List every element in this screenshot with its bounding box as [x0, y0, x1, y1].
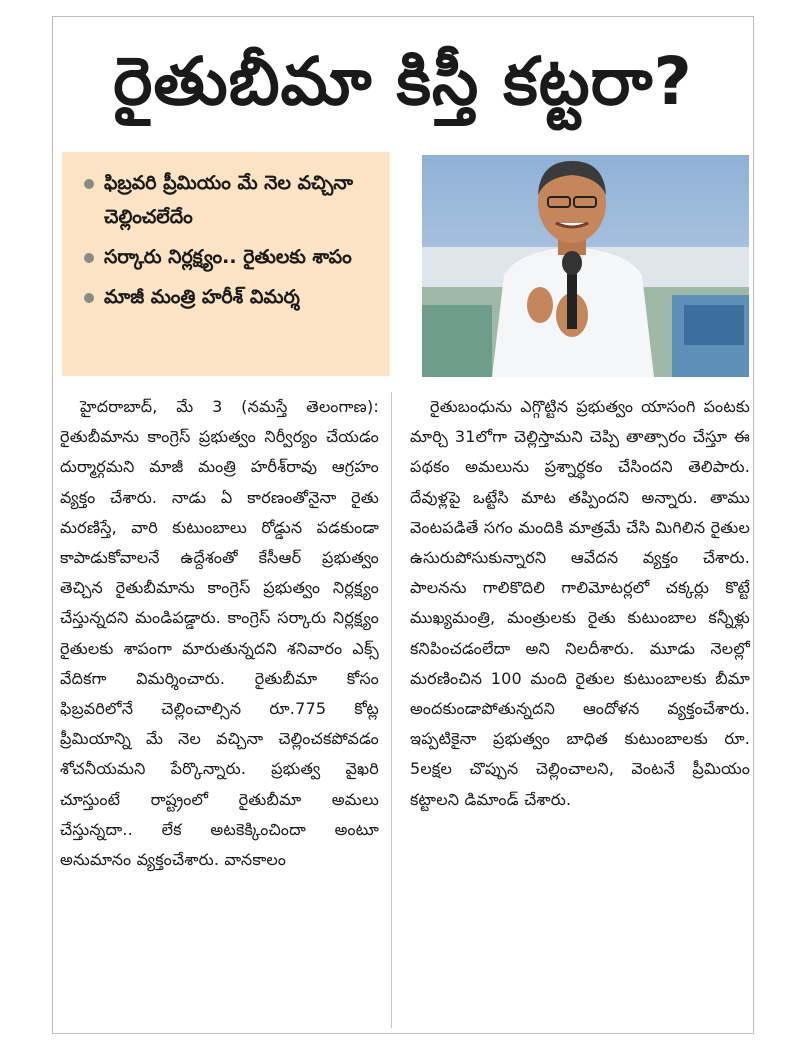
highlight-item [84, 166, 380, 234]
article-text: హైదరాబాద్‌, మే 3 (నమస్తే తెలంగాణ): రైతుబీమాను కాంగ్రెస్‌ ప్రభుత్వం నిర్వీర్యం చేయడం దుర్మార్గమని మాజీ మంత్రి హరీశ్‌రావు ఆగ్రహం వ్యక్తం చేశారు. నాడు ఏ కారణంతోనైనా రైతు మరణిస్తే, వారి కుటుంబాలు రోడ్డున పడకుండా కాపాడుకోవాలనే ఉద్దేశంతో కేసీఆర్‌ ప్రభుత్వం తెచ్చిన రైతుబీమాను కాంగ్రెస్‌ ప్రభుత్వం నిర్లక్ష్యం చేస్తున్నదని మండిపడ్డారు. కాంగ్రెస్‌ సర్కారు నిర్లక్ష్యం రైతులకు శాపంగా మారుతున్నదని శనివారం ఎక్స్‌ వేదికగా విమర్శించారు. రైతుబీమా కోసం ఫిబ్రవరిలోనే చెల్లించాల్సిన రూ.775 కోట్ల ప్రీమియాన్ని మే నెల వచ్చినా చెల్లించకపోవడం శోచనీయమని పేర్కొన్నారు. ప్రభుత్వ వైఖరి చూస్తుంటే రాష్ట్రంలో రైతుబీమా అమలు చేస్తున్నదా.. లేక అటకెక్కించిందా అంటూ అనుమానం వ్యక్తంచేశారు. వానకాలం [60, 397, 379, 870]
bullet-icon [84, 179, 94, 189]
highlight-item [84, 280, 380, 314]
article-column-1 [60, 392, 392, 1028]
bullet-icon [84, 293, 94, 303]
news-photo [422, 155, 749, 377]
bullet-icon [84, 253, 94, 263]
article-text: రైతుబంధును ఎగ్గొట్టిన ప్రభుత్వం యాసంగి పంటకు మార్చి 31లోగా చెల్లిస్తామని చెప్పి తాత్సారం చేస్తూ ఈ పథకం అమలును ప్రశ్నార్థకం చేసిందని తెలిపారు. దేవుళ్లపై ఒట్టేసి మాట తప్పిందని అన్నారు. తాము వెంటపడితే సగం మందికి మాత్రమే చేసి మిగిలిన రైతుల ఉసురుపోసుకున్నారని ఆవేదన వ్యక్తం చేశారు. పాలనను గాలికొదిలి గాలిమోటర్లలో చక్కర్లు కొట్టే ముఖ్యమంత్రి, మంత్రులకు రైతు కుటుంబాల కన్నీళ్లు కనిపించడంలేదా అని నిలదీశారు. మూడు నెలల్లో మరణించిన 100 మంది రైతుల కుటుంబాలకు బీమా అందకుండాపోతున్నదని ఆందోళన వ్యక్తంచేశారు. ఇప్పటికైనా ప్రభుత్వం బాధిత కుటుంబాలకు రూ. 5లక్షల చొప్పున చెల్లించాలని, వెంటనే ప్రీమియం కట్టాలని డిమాండ్‌ చేశారు. [410, 397, 750, 809]
highlight-text: సర్కారు నిర్లక్ష్యం.. రైతులకు శాపం [104, 246, 352, 268]
speaker-photo-illustration [422, 155, 749, 377]
highlight-text: మాజీ మంత్రి హరీశ్‌ విమర్శ [104, 286, 300, 308]
highlight-item [84, 240, 380, 274]
headline: రైతుబీమా కిస్తీ కట్టరా? [113, 43, 693, 120]
highlight-text: ఫిబ్రవరి ప్రీమియం మే నెల వచ్చినా చెల్లించలేదేం [104, 172, 354, 228]
highlights-box [62, 152, 390, 376]
article-column-2 [410, 392, 750, 1028]
